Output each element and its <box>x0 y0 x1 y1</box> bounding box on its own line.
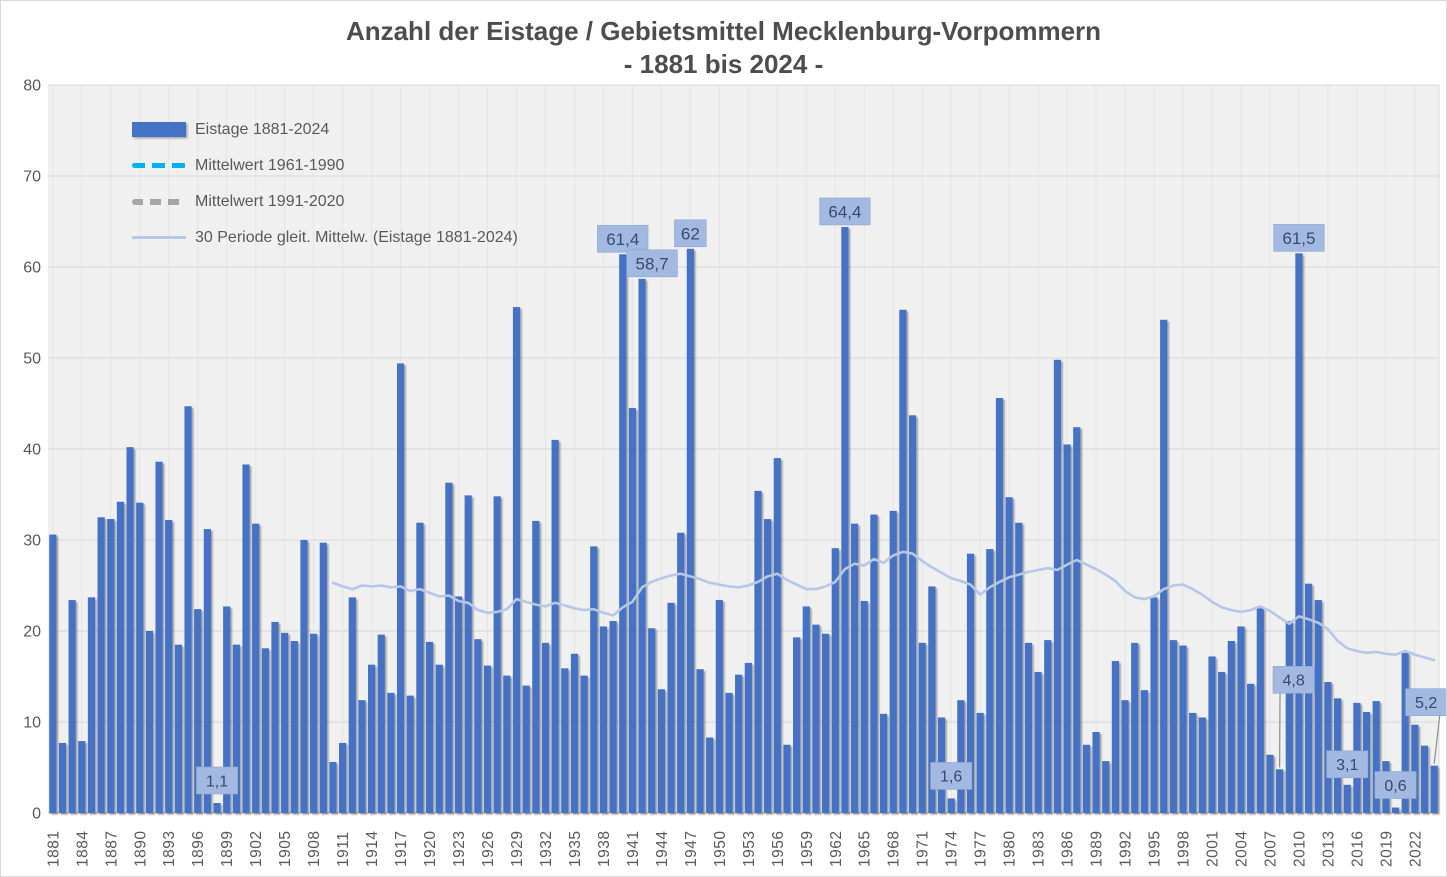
bar-1922 <box>445 483 452 813</box>
x-tick-label-1926: 1926 <box>480 830 497 867</box>
x-tick-label-1896: 1896 <box>190 830 208 867</box>
bar-1997 <box>1170 640 1177 813</box>
x-tick-label-1953: 1953 <box>740 830 758 867</box>
bar-1892 <box>155 462 162 813</box>
bar-1915 <box>378 635 385 813</box>
bar-1928 <box>503 676 510 813</box>
bar-2007 <box>1266 755 1273 813</box>
bar-1904 <box>271 622 278 813</box>
bar-1983 <box>1035 672 1042 813</box>
x-axis-labels <box>45 831 1424 867</box>
bar-1936 <box>581 676 588 813</box>
x-tick-label-2022: 2022 <box>1407 830 1425 867</box>
bar-1962 <box>832 548 839 813</box>
x-tick-label-2019: 2019 <box>1378 830 1396 867</box>
bar-1909 <box>320 543 327 813</box>
bar-1930 <box>523 686 530 813</box>
bar-2013 <box>1324 682 1331 813</box>
bar-1921 <box>436 665 443 813</box>
bar-1982 <box>1025 643 1032 813</box>
bar-1975 <box>957 700 964 813</box>
bar-1907 <box>300 540 307 813</box>
x-tick-label-1980: 1980 <box>1001 830 1019 867</box>
data-label-text-1974: 1,6 <box>940 768 963 786</box>
data-label-text-2008: 4,8 <box>1282 672 1305 690</box>
legend-label-mittelwert-1961-1990: Mittelwert 1961-1990 <box>195 156 345 174</box>
x-tick-label-1905: 1905 <box>277 830 295 867</box>
bar-1945 <box>667 603 674 813</box>
x-tick-label-1974: 1974 <box>943 830 961 867</box>
x-tick-label-1932: 1932 <box>538 830 555 867</box>
x-tick-label-1989: 1989 <box>1088 830 1106 867</box>
bar-1886 <box>98 517 105 813</box>
bar-1957 <box>783 745 790 813</box>
bar-1939 <box>609 621 616 813</box>
x-tick-label-2001: 2001 <box>1204 830 1222 867</box>
y-tick-label-50: 50 <box>23 350 41 368</box>
bar-1920 <box>426 642 433 813</box>
bar-1913 <box>358 700 365 813</box>
y-tick-label-0: 0 <box>32 805 41 823</box>
bar-1981 <box>1015 523 1022 813</box>
bar-1912 <box>349 597 356 813</box>
bar-1961 <box>822 634 829 813</box>
bar-2001 <box>1208 656 1215 813</box>
bar-2006 <box>1257 608 1264 813</box>
x-tick-label-1887: 1887 <box>103 830 121 867</box>
x-tick-label-1908: 1908 <box>306 830 324 867</box>
x-tick-label-1941: 1941 <box>624 830 642 867</box>
legend-label-eistage: Eistage 1881-2024 <box>195 120 330 138</box>
x-tick-label-1971: 1971 <box>914 830 932 867</box>
x-tick-label-1923: 1923 <box>451 830 468 867</box>
x-tick-label-1977: 1977 <box>972 830 990 867</box>
bar-1925 <box>474 639 481 813</box>
bar-1987 <box>1073 427 1080 813</box>
chart-title-line1: Anzahl der Eistage / Gebietsmittel Mecklenburg-Vorpommern <box>345 16 1102 46</box>
bar-1990 <box>1102 761 1109 813</box>
x-tick-label-1998: 1998 <box>1175 830 1193 867</box>
bar-1940 <box>619 254 626 813</box>
chart-title-line2: - 1881 bis 2024 - <box>623 49 824 79</box>
x-tick-label-1890: 1890 <box>132 830 150 867</box>
bar-1977 <box>977 713 984 813</box>
y-tick-label-20: 20 <box>23 623 41 641</box>
x-tick-label-1881: 1881 <box>45 830 63 867</box>
bar-1947 <box>687 249 694 813</box>
bar-1949 <box>706 737 713 813</box>
x-tick-label-1986: 1986 <box>1059 830 1077 867</box>
bar-1881 <box>49 535 56 813</box>
bar-1937 <box>590 546 597 813</box>
x-tick-label-1995: 1995 <box>1146 830 1164 867</box>
x-tick-label-1959: 1959 <box>798 830 816 867</box>
y-axis-labels <box>23 78 41 823</box>
bar-1964 <box>851 524 858 813</box>
bar-2024 <box>1431 766 1438 813</box>
bar-1941 <box>629 408 636 813</box>
bar-1923 <box>455 596 462 813</box>
x-tick-label-1929: 1929 <box>509 830 526 867</box>
bar-1960 <box>812 625 819 813</box>
legend-swatch-gray-dash <box>132 199 186 205</box>
x-tick-label-1950: 1950 <box>711 830 729 867</box>
bar-1933 <box>552 440 559 813</box>
bar-1956 <box>774 458 781 813</box>
bar-1911 <box>339 743 346 813</box>
bar-1942 <box>638 279 645 813</box>
bar-1950 <box>716 600 723 813</box>
bar-1901 <box>242 464 249 813</box>
legend-item-eistage <box>132 118 518 141</box>
bar-2009 <box>1286 621 1293 813</box>
legend-label-gleitendes-mittel: 30 Periode gleit. Mittelw. (Eistage 1881-2024) <box>195 228 518 246</box>
x-tick-label-1992: 1992 <box>1117 830 1135 867</box>
x-tick-label-2016: 2016 <box>1349 830 1367 867</box>
bar-1895 <box>184 406 191 813</box>
bar-1974 <box>948 798 955 813</box>
bar-1948 <box>696 669 703 813</box>
y-tick-label-10: 10 <box>23 714 41 732</box>
bar-1934 <box>561 668 568 813</box>
bar-1965 <box>861 601 868 813</box>
bar-1985 <box>1054 360 1061 813</box>
bar-2010 <box>1295 253 1302 813</box>
bar-1951 <box>725 693 732 813</box>
bar-2023 <box>1421 746 1428 813</box>
bar-1910 <box>329 762 336 813</box>
bar-1996 <box>1160 320 1167 813</box>
data-label-text-1963: 64,4 <box>828 202 862 222</box>
x-tick-label-2007: 2007 <box>1262 830 1280 867</box>
y-tick-label-40: 40 <box>23 441 41 459</box>
bar-2008 <box>1276 769 1283 813</box>
legend <box>132 118 518 262</box>
bar-1959 <box>803 606 810 813</box>
y-tick-label-60: 60 <box>23 259 41 277</box>
bar-2002 <box>1218 672 1225 813</box>
bar-1889 <box>127 447 134 813</box>
bar-1914 <box>368 665 375 813</box>
x-tick-label-1965: 1965 <box>856 830 874 867</box>
x-tick-label-1956: 1956 <box>769 830 787 867</box>
bar-1926 <box>484 666 491 813</box>
bar-1991 <box>1112 661 1119 813</box>
data-label-text-1940: 61,4 <box>606 229 640 249</box>
x-tick-label-1947: 1947 <box>682 830 700 867</box>
bar-1993 <box>1131 643 1138 813</box>
bar-1986 <box>1064 444 1071 813</box>
x-tick-label-1884: 1884 <box>74 830 92 867</box>
bar-1979 <box>996 398 1003 813</box>
bar-2015 <box>1344 785 1351 813</box>
legend-swatch-bar <box>132 122 186 137</box>
bar-1970 <box>909 415 916 813</box>
x-tick-label-1902: 1902 <box>248 830 266 867</box>
legend-item-gleitendes-mittel <box>132 226 518 249</box>
bar-1916 <box>387 693 394 813</box>
legend-item-mittelwert-1991-2020 <box>132 190 518 213</box>
bar-1893 <box>165 520 172 813</box>
x-tick-label-1944: 1944 <box>653 830 671 867</box>
bar-1902 <box>252 524 259 813</box>
bar-1883 <box>69 600 76 813</box>
bar-1971 <box>919 643 926 813</box>
bar-2003 <box>1228 641 1235 813</box>
bar-1906 <box>291 641 298 813</box>
bar-1989 <box>1092 732 1099 813</box>
bar-1994 <box>1141 690 1148 813</box>
bar-1885 <box>88 597 95 813</box>
data-label-text-2024: 5,2 <box>1415 694 1438 712</box>
bar-1999 <box>1189 713 1196 813</box>
bar-1905 <box>281 633 288 813</box>
legend-item-mittelwert-1961-1990 <box>132 154 518 177</box>
bar-1882 <box>59 743 66 813</box>
bar-1929 <box>513 307 520 813</box>
y-tick-label-80: 80 <box>23 77 41 95</box>
bar-1988 <box>1083 745 1090 813</box>
bar-1967 <box>880 714 887 813</box>
x-tick-label-2013: 2013 <box>1320 830 1338 867</box>
legend-swatch-line <box>132 236 186 239</box>
bar-1919 <box>416 523 423 813</box>
x-tick-label-1968: 1968 <box>885 830 903 867</box>
legend-label-mittelwert-1991-2020: Mittelwert 1991-2020 <box>195 192 345 210</box>
x-tick-label-1920: 1920 <box>422 830 440 867</box>
bar-1992 <box>1121 700 1128 813</box>
bar-1944 <box>658 689 665 813</box>
chart-title <box>1 15 1446 81</box>
y-tick-label-30: 30 <box>23 532 41 550</box>
bar-1898 <box>213 803 220 813</box>
legend-swatch-cyan-dash <box>132 163 186 168</box>
x-tick-label-1983: 1983 <box>1030 830 1048 867</box>
bar-2020 <box>1392 808 1399 813</box>
bar-1998 <box>1179 646 1186 813</box>
bar-2005 <box>1247 684 1254 813</box>
bar-1903 <box>262 648 269 813</box>
data-label-text-1947: 62 <box>680 224 700 244</box>
bar-2000 <box>1199 717 1206 813</box>
x-tick-label-1914: 1914 <box>364 830 382 867</box>
bar-1932 <box>542 643 549 813</box>
x-tick-label-2004: 2004 <box>1233 830 1251 867</box>
bar-1995 <box>1150 597 1157 813</box>
x-tick-label-1911: 1911 <box>335 831 353 867</box>
bar-1918 <box>407 696 414 813</box>
bar-1935 <box>571 654 578 813</box>
bar-1952 <box>735 675 742 813</box>
x-tick-label-1935: 1935 <box>567 830 584 867</box>
x-tick-label-1962: 1962 <box>827 830 845 867</box>
bar-1953 <box>745 663 752 813</box>
x-tick-label-1899: 1899 <box>219 830 237 867</box>
bar-1931 <box>532 521 539 813</box>
bar-2012 <box>1315 600 1322 813</box>
bar-2022 <box>1411 725 1418 813</box>
bar-1963 <box>841 227 848 813</box>
bar-1955 <box>764 519 771 813</box>
bar-1887 <box>107 519 114 813</box>
bar-1884 <box>78 741 85 813</box>
x-tick-label-1893: 1893 <box>161 830 179 867</box>
x-tick-label-2010: 2010 <box>1291 830 1309 867</box>
data-label-text-1898: 1,1 <box>205 773 229 791</box>
bar-1969 <box>899 310 906 813</box>
bar-1984 <box>1044 640 1051 813</box>
x-tick-label-1938: 1938 <box>595 830 613 867</box>
data-label-text-2015: 3,1 <box>1336 757 1359 775</box>
y-tick-label-70: 70 <box>23 168 41 186</box>
bar-1958 <box>793 637 800 813</box>
bar-1894 <box>175 645 182 813</box>
data-label-text-2020: 0,6 <box>1384 777 1407 795</box>
data-label-text-1942: 58,7 <box>635 254 669 274</box>
x-tick-label-1917: 1917 <box>393 830 411 867</box>
bar-1954 <box>754 491 761 813</box>
bar-1908 <box>310 634 317 813</box>
data-label-text-2010: 61,5 <box>1282 228 1316 248</box>
